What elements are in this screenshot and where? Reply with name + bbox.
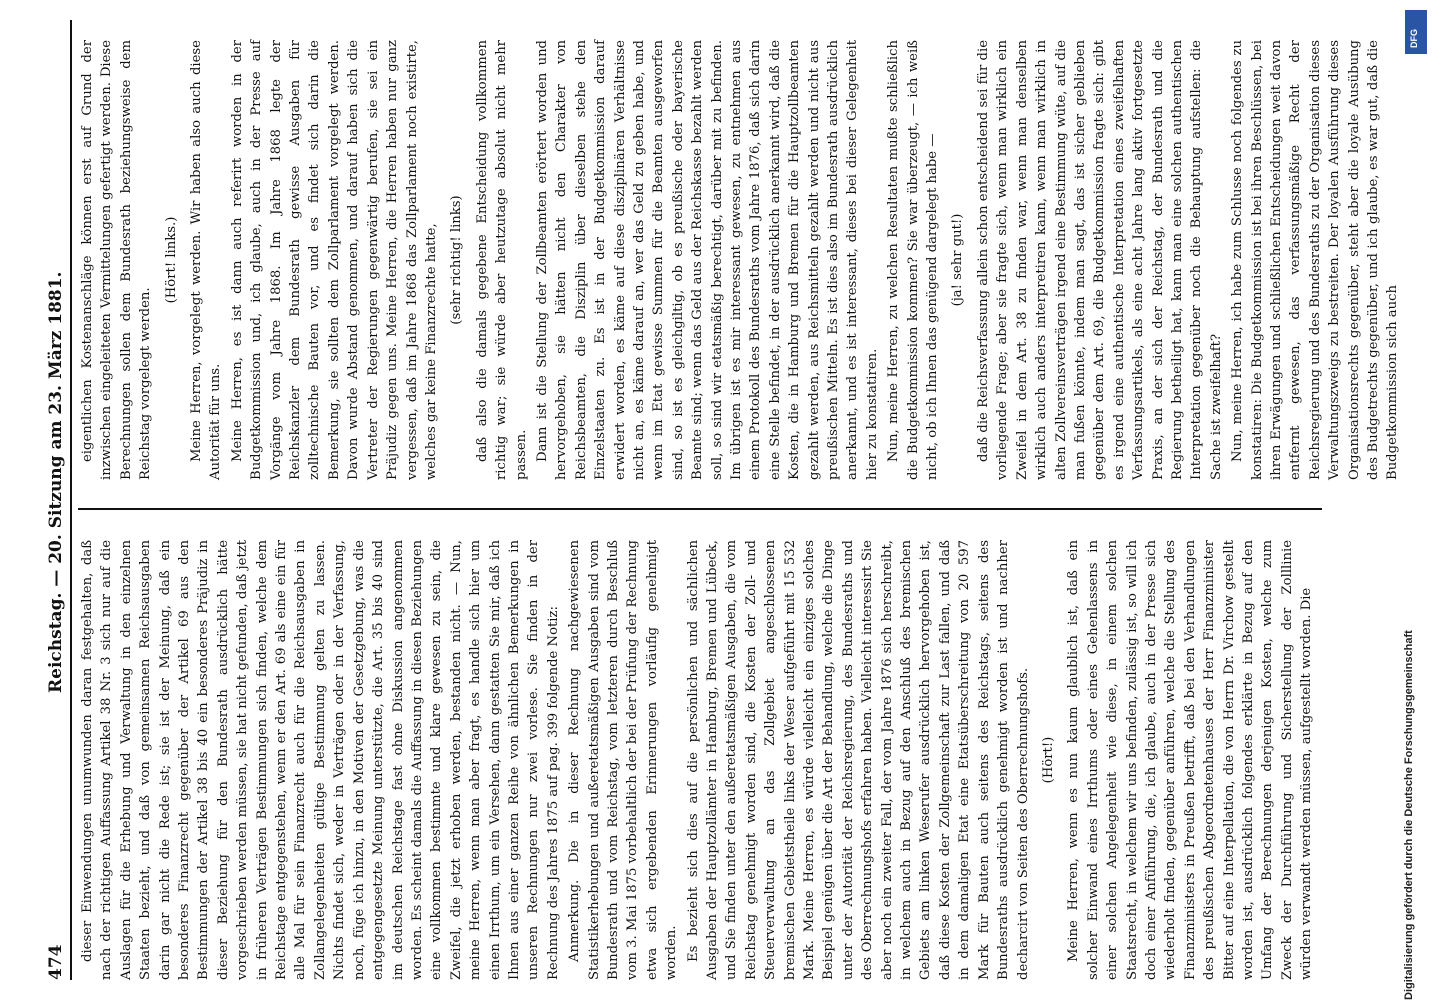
page-number: 474: [46, 944, 66, 980]
header-rule: [70, 20, 72, 980]
paragraph: daß also die damals gegebene Entscheidung vollkommen richtig war; sie würde aber heutzutage absolut nicht mehr passen.: [474, 40, 529, 480]
paragraph: Meine Herren, vorgelegt werden. Wir haben also auch diese Autorität für uns.: [189, 40, 224, 480]
dfg-logo-text: DFG: [1409, 29, 1419, 48]
paragraph: dieser Einwendungen unumwunden daran festgehalten, daß nach der richtigen Auffassung Artikel 38 Nr. 3 sich nur auf die Auslagen für die Erhebung und Verwaltung in den einzelnen Staaten bezieht, und daß von gemeinsamen Reichsausgaben darin gar nicht die Rede ist; sie ist der Meinung, daß ein besonderes Finanzrecht gegenüber der Artikel 69 aus den Bestimmungen der Artikel 38 bis 40 ein besonderes Präjudiz in dieser Beziehung für den Bundesrath ausdrücklich hätte vorgeschrieben werden müssen, sie hat nicht gefunden, daß jetzt in früheren Verträgen Bestimmungen sich finden, welche dem Reichstage entgegenstehen, wenn er den Art. 69 als eine ein für alle Mal für sein Finanzrecht auch für die Reichsausgaben in Zollangelegenheiten gültige Bestimmung gelten zu lassen. Nichts findet sich, weder in Verträgen oder in der Verfassung, noch, füge ich hinzu, in den Motiven der Gesetzgebung, was die entgegengesetzte Meinung unterstützte, die Art. 35 bis 40 sind im deutschen Reichstage fast ohne Diskussion angenommen worden. Es scheint damals die Auffassung in diesen Beziehungen eine vollkommen bestimmte und klare gewesen zu sein, die Zweifel, die jetzt erhoben werden, bestanden nicht. — Nun, meine Herren, wenn man aber fragt, es handle sich hier um einen Irrthum, um ein Versehen, dann gestatten Sie mir, daß ich Ihnen aus einer ganzen Reihe von ähnlichen Bemerkungen in unseren Rechnungen nur zwei vorlese. Sie finden in der Rechnung des Jahres 1875 auf pag. 399 folgende Notiz:: [80, 540, 561, 980]
left-column: [78, 540, 1322, 980]
paragraph: (Hört! links.): [163, 216, 179, 304]
column-divider: [78, 508, 1322, 510]
paragraph: Meine Herren, es ist dann auch referirt worden in der Budgetkommission und, ich glaube, auch in der Presse auf Vorgänge vom Jahre 1868. Im Jahre 1868 legte der Reichskanzler dem Bundesrath gewisse Ausgaben für zolltechnische Bauten vor, und es findet sich darin die Bemerkung, sie sollten dem Zollparlament vorgelegt werden. Davon wurde Abstand genommen, und darauf haben sich die Vertreter der Regierungen gegenwärtig berufen, sie sei ein Präjudiz gegen uns. Meine Herren, die Herren haben nur ganz vergessen, daß im Jahre 1868 das Zollparlament noch existirte, welches gar keine Finanzrechte hatte,: [229, 40, 439, 480]
paragraph: Anmerkung. Die in dieser Rechnung nachgewiesenen Statistikerhebungen und außeretatsmäßigen Ausgaben sind vom Bundesrath und vom Reichstag, vom letzteren durch Beschluß vom 3. Mai 1875 vorbehaltlich der bei der Prüfung der Rechnung etwa sich ergebenden Erinnerungen vorläufig genehmigt worden.: [567, 540, 680, 980]
funding-note: [1403, 0, 1429, 1000]
paragraph: (ja! sehr gut!): [950, 213, 966, 307]
paragraph: (Hört!): [1040, 736, 1056, 784]
page-header: [40, 20, 66, 980]
right-column: [78, 40, 1401, 480]
paragraph: Es bezieht sich dies auf die persönlichen und sächlichen Ausgaben der Hauptzollämter in Hamburg, Bremen und Lübeck, und Sie finden unter den außeretatsmäßigen Ausgaben, die vom Reichstag genehmigt worden sind, die Kosten der Zoll- und Steuerverwaltung an das Zollgebiet angeschlossenen bremischen Gebietstheile links der Weser aufgeführt mit 15 532 Mark. Meine Herren, es würde vielleicht ein einziges solches Beispiel genügen über die Art der Behandlung, welche die Dinge unter der Autorität der Reichsregierung, des Bundesraths und des Oberrechnungshofs erfahren haben. Vielleicht interessirt Sie aber noch ein zweiter Fall, der vom Jahre 1876 sich herschreibt, in welchem auch in Bezug auf den Anschluß des bremischen Gebiets am linken Weserufer ausdrücklich hervorgehoben ist, daß diese Kosten der Zollgemeinschaft zur Last fallen, und daß in dem damaligen Etat eine Etatsüberschreitung von 20 597 Mark für Bauten auch seitens des Reichstags, seitens des Bundesraths ausdrücklich genehmigt worden ist und nachher decharcirt von Seiten des Oberrechnungshofs.: [685, 540, 1031, 980]
paragraph: Meine Herren, wenn es nun kaum glaublich ist, daß ein solcher Einwand eines Irrthums oder eines Gehenlassens in einer solchen Angelegenheit wie diese, in einem solchen Staatsrecht, in welchem wir uns befinden, zulässig ist, so will ich doch einer Anführung, die, ich glaube, auch in der Presse sich wiederholt finden, gegenüber anführen, welche die Stellung des Finanzministers in Preußen betrifft, daß bei den Verhandlungen des preußischen Abgeordnetenhauses der Herr Finanzminister Bitter auf eine Interpellation, die von Herrn Dr. Virchow gestellt worden ist, ausdrücklich folgendes erklärte in Bezug auf den Umfang der Berechnungen derjenigen Kosten, welche zum Zweck der Durchführung und Sicherstellung der Zolllinie würden verwandt werden müssen, aufgestellt worden. Die: [1066, 540, 1315, 980]
paragraph: (sehr richtig! links): [449, 195, 465, 325]
page-header-title: Reichstag. — 20. Sitzung am 23. März 1881.: [46, 271, 66, 693]
dfg-logo: [1405, 10, 1427, 54]
paragraph: Nun, meine Herren, zu welchen Resultaten mußte schließlich die Budgetkommission kommen? Sie war überzeugt, — ich weiß nicht, ob ich Ihnen das genügend dargelegt habe —: [886, 40, 941, 480]
funding-note-text: Digitalisierung gefördert durch die Deutsche Forschungsgemeinschaft: [1403, 630, 1415, 1000]
paragraph: eigentlichen Kostenanschläge können erst auf Grund der inzwischen eingeleiteten Vermittelungen gefertigt werden. Diese Berechnungen sollen dem Bundesrath beziehungsweise dem Reichstag vorgelegt werden.: [80, 40, 154, 480]
paragraph: daß die Reichsverfassung allein schon entscheidend sei für die vorliegende Frage; aber sie fragte sich, wenn man wirklich ein Zweifel in dem Art. 38 zu finden war, wenn man denselben wirklich auch anders interpretiren kann, wenn man wirklich in alten Zollvereinsverträgen irgend eine Bestimmung wüte, auf die man fußen könnte, indem man sagt, das ist sicher geblieben gegenüber dem Art. 69, die Budgetkommission fragte sich: gibt es irgend eine authentische Interpretation eines zweifelhaften Verfassungsartikels, als eine acht Jahre lang aktiv fortgesetzte Praxis, an der sich der Reichstag, der Bundesrath und die Regierung betheiligt hat, kann man eine solchen authentischen Interpretation gegenüber noch die Behauptung aufstellen: die Sache ist zweifelhaft?: [975, 40, 1224, 480]
paragraph: Nun, meine Herren, ich habe zum Schlusse noch folgendes zu konstatiren: Die Budgetkommission ist bei ihren Beschlüssen, bei ihren Erwägungen und schließlichen Entscheidungen weit davon entfernt gewesen, das verfassungsmäßige Recht der Reichsregierung und des Bundesraths zu der Organisation dieses Verwaltungszweigs zu bestreiten. Der loyalen Ausführung dieses Organisationsrechts gegenüber, steht aber die loyale Ausübung des Budgetrechts gegenüber, und ich glaube, es war gut, daß die Budgetkommission sich auch: [1230, 40, 1401, 480]
paragraph: Dann ist die Stellung der Zollbeamten erörtert worden und hervorgehoben, sie hätten nicht den Charakter von Reichsbeamten, die Disziplin über dieselben stehe den Einzelstaaten zu. Es ist in der Budgetkommission darauf erwidert worden, es käme auf diese disziplinären Verhältnisse nicht an, es käme darauf an, wer das Geld zu geben habe, und wenn im Etat gewisse Summen für die Beamten ausgeworfen sind, so ist es gleichgiltig, ob es preußische oder bayerische Beamte sind; wenn das Geld aus der Reichskasse bezahlt werden soll, so sind wir etatsmäßig berechtigt, darüber mit zu befinden. Im übrigen ist es mir interessant gewesen, zu entnehmen aus einem Protokoll des Bundesraths vom Jahre 1876, daß sich darin eine Stelle befindet, in der ausdrücklich anerkannt wird, daß die Kosten, die in Hamburg und Bremen für die Hauptzollbeamten gezahlt werden, aus Reichsmitteln gezahlt werden und nicht aus preußischen Mitteln. Es ist dies also im Bundesrath ausdrücklich anerkannt, und es ist interessant, dieses bei dieser Gelegenheit hier zu konstatiren.: [534, 40, 880, 480]
